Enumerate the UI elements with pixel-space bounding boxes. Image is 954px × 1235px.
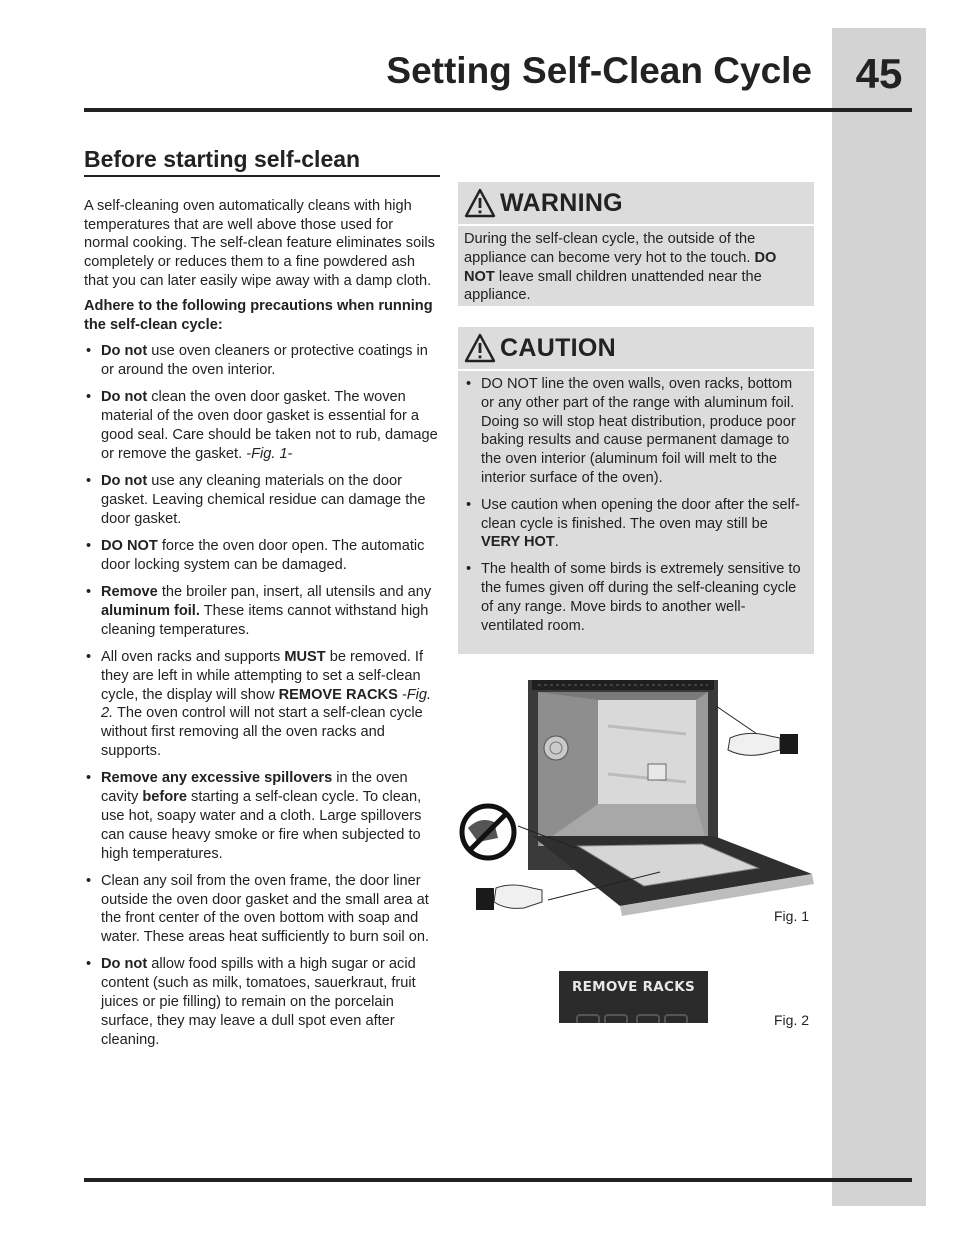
list-item: • Do not allow food spills with a high sugar or acid content (such as milk, tomatoes, sauerkraut, fruit juices or pie filling) to remain on the porcelain surface, they may leave a dull spot even after cleaning.	[84, 955, 440, 1049]
remove-racks-display	[559, 971, 708, 1023]
list-item: • Remove the broiler pan, insert, all utensils and any aluminum foil. These items cannot withstand high cleaning temperatures.	[84, 583, 440, 639]
page-number: 45	[855, 50, 903, 97]
caution-header	[458, 327, 814, 371]
list-item: • All oven racks and supports MUST be removed. If they are left in while attempting to set a self-clean cycle, the display will show REMOVE RACKS -Fig. 2. The oven control will not start a self-clean cycle without first removing all the oven racks and supports.	[84, 648, 440, 761]
oven-door-illustration	[458, 676, 814, 916]
list-item: • The health of some birds is extremely sensitive to the fumes given off during the self-cleaning cycle of any range. Move birds to another well-ventilated room.	[464, 560, 806, 635]
page-title: Setting Self-Clean Cycle	[386, 50, 812, 91]
caution-body	[458, 371, 814, 635]
list-item: • Do not use oven cleaners or protective coatings in or around the oven interior.	[84, 342, 440, 380]
footer-rule	[84, 1178, 912, 1182]
warning-box	[458, 182, 814, 306]
list-item: • Clean any soil from the oven frame, the door liner outside the oven door gasket and the small area at the front center of the oven bottom with soap and water. These areas heat sufficiently to burn soil on.	[84, 872, 440, 947]
side-tab	[832, 28, 926, 1206]
caution-box	[458, 327, 814, 654]
list-item: • DO NOT force the oven door open. The automatic door locking system can be damaged.	[84, 537, 440, 575]
caution-triangle-icon	[464, 333, 496, 363]
fig2-caption: Fig. 2	[774, 1012, 810, 1028]
display-segments	[559, 971, 708, 1023]
header-rule	[84, 108, 912, 112]
display-message: REMOVE RACKS	[571, 979, 696, 995]
list-item: • Use caution when opening the door after the self-clean cycle is finished. The oven may still be VERY HOT.	[464, 496, 806, 552]
caution-list	[464, 375, 806, 635]
warning-triangle-icon	[464, 188, 496, 218]
list-item: • Do not clean the oven door gasket. The woven material of the oven door gasket is essential for a good seal. Care should be taken not to rub, damage or remove the gasket. -Fig. 1-	[84, 388, 440, 463]
warning-header	[458, 182, 814, 226]
left-column	[84, 146, 440, 1058]
section-heading: Before starting self-clean	[84, 150, 440, 177]
precautions-heading: Adhere to the following precautions when running the self-clean cycle:	[84, 297, 433, 333]
caution-label: CAUTION	[500, 333, 616, 362]
warning-text: During the self-clean cycle, the outside of the appliance can become very hot to the touch. DO NOT leave small children unattended near the appliance.	[464, 231, 777, 304]
intro-paragraph: A self-cleaning oven automatically cleans with high temperatures that are well above those used for normal cooking. The self-clean feature eliminates soils completely or reduces them to a fine powdered ash that you can later easily wipe away with a damp cloth.	[84, 197, 435, 289]
precautions-list	[84, 342, 440, 1049]
list-item: • DO NOT line the oven walls, oven racks, bottom or any other part of the range with aluminum foil. Doing so will stop heat distribution, produce poor baking results and cause permanent damage to the oven interior (aluminum foil will melt to the interior surface of the oven).	[464, 375, 806, 488]
warning-label: WARNING	[500, 188, 623, 217]
fig1-caption: Fig. 1	[774, 908, 810, 924]
list-item: • Remove any excessive spillovers in the oven cavity before starting a self-clean cycle. To clean, use hot, soapy water and a cloth. Large spillovers can cause heavy smoke or fire when subjected to high temperatures.	[84, 769, 440, 863]
list-item: • Do not use any cleaning materials on the door gasket. Leaving chemical residue can damage the door gasket.	[84, 472, 440, 528]
